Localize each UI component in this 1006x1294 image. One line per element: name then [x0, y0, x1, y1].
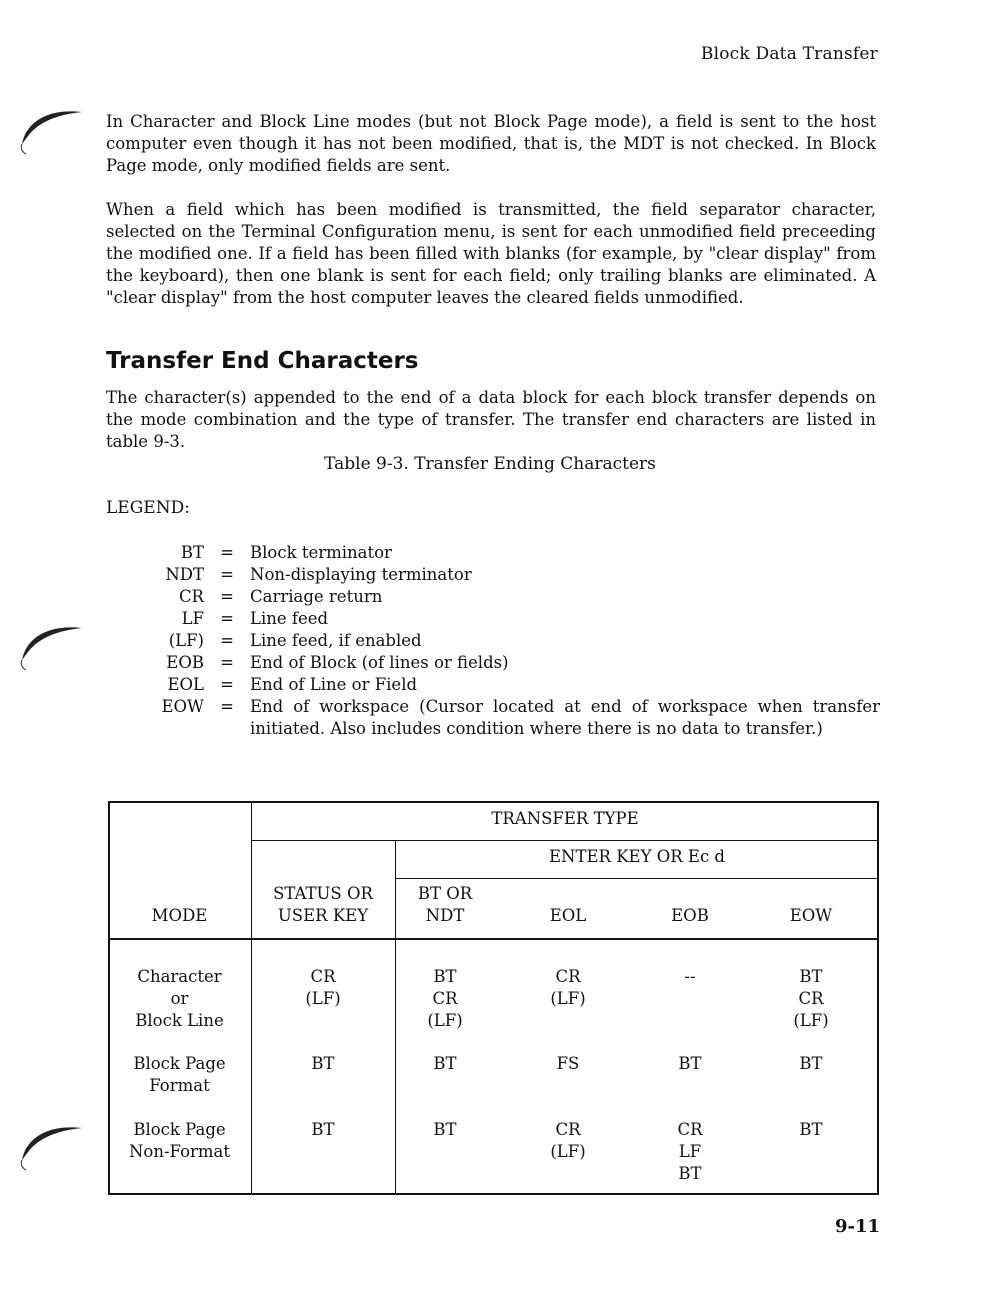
legend-list	[140, 542, 880, 740]
row3-eob: CR LF BT	[677, 1120, 703, 1183]
row2-eow: BT	[799, 1054, 823, 1073]
row3-eol: CR (LF)	[550, 1120, 586, 1161]
col-header-eob: EOB	[671, 906, 709, 925]
legend-label: LEGEND:	[106, 498, 190, 518]
table-rule-group	[251, 840, 879, 841]
legend-code: EOW	[161, 697, 204, 716]
row1-eob: --	[684, 967, 696, 986]
paragraph-2: When a field which has been modified is transmitted, the field separator character, selected on the Terminal Configuration menu, is sent for each unmodified field preceeding the modified one. If a field has been filled with blanks (for example, by "clear display" from the keyboard), then one blank is sent for each field; only trailing blanks are eliminated. A "clear display" from the host computer leaves the cleared fields unmodified.	[106, 200, 876, 307]
row1-bt-ndt: BT CR (LF)	[427, 967, 463, 1030]
legend-equals: =	[220, 697, 234, 716]
legend-desc: Block terminator	[250, 543, 392, 562]
legend-item	[140, 696, 880, 740]
header-enter-key: ENTER KEY OR Ec d	[549, 847, 725, 866]
row1-status: CR (LF)	[305, 967, 341, 1008]
legend-desc: End of workspace (Cursor located at end of workspace when transfer initiated. Also includes condition where there is no data to transfer.)	[250, 697, 880, 738]
legend-desc: Carriage return	[250, 587, 383, 606]
page-number: 9-11	[834, 1216, 880, 1237]
legend-item	[140, 564, 880, 586]
binder-hole-mark-top	[18, 104, 88, 156]
row3-bt-ndt: BT	[433, 1120, 457, 1139]
row2-eob: BT	[678, 1054, 702, 1073]
legend-item	[140, 652, 880, 674]
binder-hole-mark-bottom	[18, 1120, 88, 1172]
transfer-ending-table	[108, 801, 879, 1195]
col-header-mode: MODE	[151, 906, 208, 925]
header-transfer-type: TRANSFER TYPE	[491, 809, 639, 828]
legend-code: EOL	[167, 675, 204, 694]
legend-item	[140, 674, 880, 696]
legend-equals: =	[220, 609, 234, 628]
legend-desc: End of Block (of lines or fields)	[250, 653, 509, 672]
row3-mode: Block Page Non-Format	[128, 1120, 231, 1161]
col-header-status: STATUS OR USER KEY	[273, 884, 373, 925]
legend-code: LF	[181, 609, 204, 628]
legend-code: BT	[180, 543, 204, 562]
legend-equals: =	[220, 543, 234, 562]
running-head: Block Data Transfer	[700, 44, 878, 64]
legend-equals: =	[220, 587, 234, 606]
table-rule-subgroup	[395, 878, 879, 879]
section-intro: The character(s) appended to the end of a data block for each block transfer depends on the mode combination and the type of transfer. The transfer end characters are listed in table 9-3.	[106, 388, 876, 451]
row1-eow: BT CR (LF)	[793, 967, 829, 1030]
legend-desc: Line feed, if enabled	[250, 631, 422, 650]
col-header-eol: EOL	[549, 906, 587, 925]
legend-item	[140, 630, 880, 652]
col-header-eow: EOW	[789, 906, 833, 925]
legend-item	[140, 608, 880, 630]
legend-equals: =	[220, 675, 234, 694]
legend-desc: Non-displaying terminator	[250, 565, 472, 584]
legend-code: (LF)	[168, 631, 204, 650]
legend-equals: =	[220, 653, 234, 672]
legend-code: NDT	[165, 565, 204, 584]
row1-mode: Character or Block Line	[135, 967, 224, 1030]
legend-equals: =	[220, 631, 234, 650]
row3-eow: BT	[799, 1120, 823, 1139]
legend-equals: =	[220, 565, 234, 584]
table-caption: Table 9-3. Transfer Ending Characters	[324, 454, 656, 474]
row1-eol: CR (LF)	[550, 967, 586, 1008]
legend-item	[140, 586, 880, 608]
row2-mode: Block Page Format	[133, 1054, 226, 1095]
table-border-top	[108, 801, 879, 803]
legend-code: EOB	[166, 653, 204, 672]
row3-status: BT	[311, 1120, 335, 1139]
row2-eol: FS	[556, 1054, 580, 1073]
legend-desc: Line feed	[250, 609, 329, 628]
paragraph-1: In Character and Block Line modes (but not Block Page mode), a field is sent to the host computer even though it has not been modified, that is, the MDT is not checked. In Block Page mode, only modified fields are sent.	[106, 112, 876, 175]
legend-item	[140, 542, 880, 564]
legend-desc: End of Line or Field	[250, 675, 418, 694]
col-header-bt-ndt: BT OR NDT	[417, 884, 473, 925]
row2-status: BT	[311, 1054, 335, 1073]
row2-bt-ndt: BT	[433, 1054, 457, 1073]
binder-hole-mark-middle	[18, 620, 88, 672]
table-border-bottom	[108, 1193, 879, 1195]
section-heading: Transfer End Characters	[106, 348, 419, 374]
table-rule-header	[108, 938, 879, 940]
legend-code: CR	[178, 587, 204, 606]
